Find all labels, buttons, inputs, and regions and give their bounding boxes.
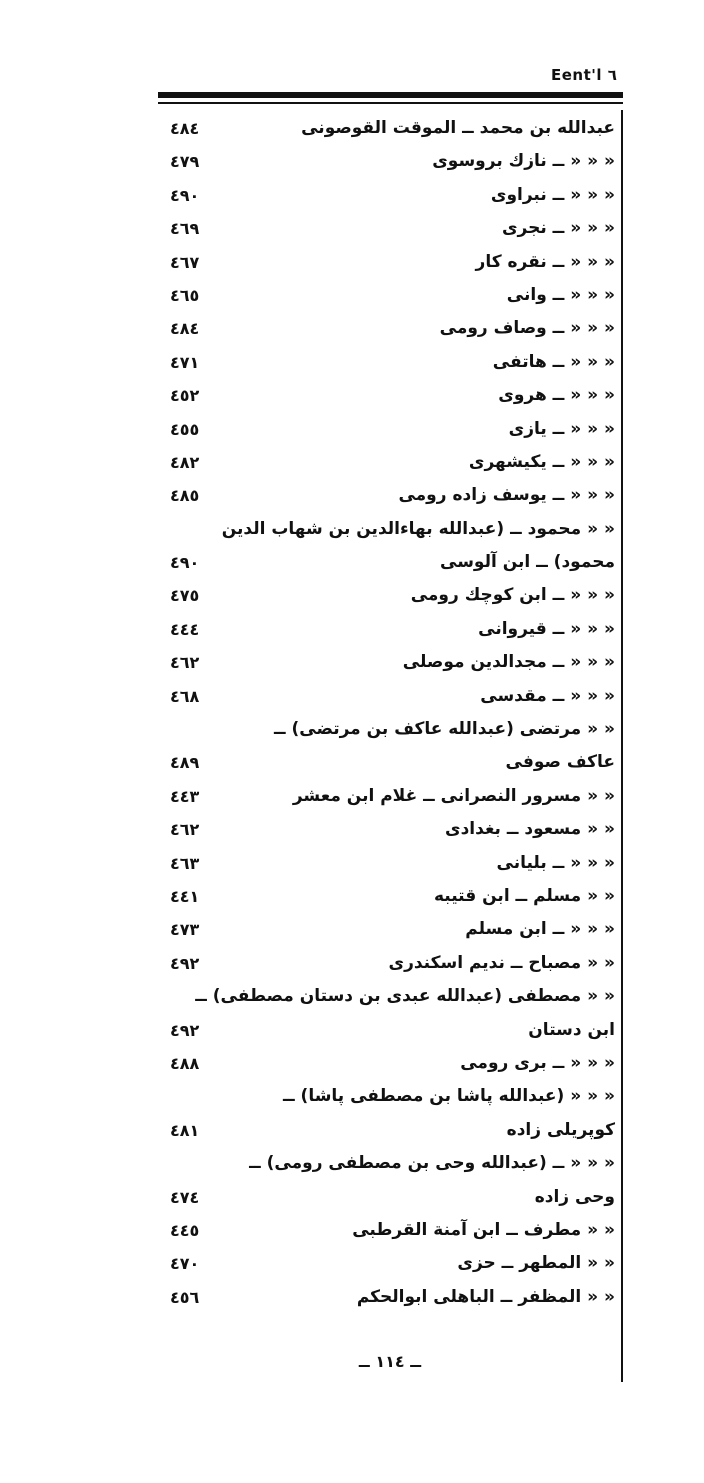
entry-name: « « « ــ يوسف زاده رومى xyxy=(398,485,615,506)
entry-name: « « « ــ بليانى xyxy=(496,852,615,873)
entry-name: « « مسرور النصرانى ــ غلام ابن معشر xyxy=(292,785,615,806)
entry-page-number: ٤٦٨ xyxy=(170,686,200,706)
entry-page-number: ٤٦٩ xyxy=(170,219,200,239)
entry-name: « « « ــ نجرى xyxy=(501,218,615,239)
index-entry xyxy=(160,1147,615,1180)
entry-name: كوپريلى زاده xyxy=(506,1119,615,1140)
entry-name: « « « ــ نبراوى xyxy=(490,184,615,205)
entry-name: « « « ــ برى رومى xyxy=(460,1052,615,1073)
index-list xyxy=(160,112,615,1314)
entry-page-number: ٤٧٣ xyxy=(170,920,200,940)
index-entry xyxy=(160,1047,615,1080)
entry-page-number: ٤٤١ xyxy=(170,886,200,906)
entry-page-number: ٤٤٤ xyxy=(170,619,200,639)
index-entry xyxy=(160,145,615,178)
index-entry xyxy=(160,913,615,946)
entry-page-number: ٤٩٢ xyxy=(170,953,200,973)
entry-page-number: ٤٨٩ xyxy=(170,753,200,773)
running-header: Eent'l ٦ xyxy=(551,66,617,84)
entry-page-number: ٤٤٣ xyxy=(170,786,200,806)
entry-page-number: ٤٤٥ xyxy=(170,1220,200,1240)
index-entry xyxy=(160,813,615,846)
entry-name: عاكف صوفى xyxy=(505,752,615,773)
entry-page-number: ٤٨٢ xyxy=(170,452,200,472)
page-number: ــ ١١٤ ــ xyxy=(358,1352,422,1371)
entry-name: « « محمود ــ (عبدالله بهاءالدين بن شهاب الدين xyxy=(221,518,615,539)
entry-name: « « « ــ (عبدالله وحى بن مصطفى رومى) ــ xyxy=(249,1153,615,1174)
index-entry xyxy=(160,680,615,713)
entry-page-number: ٤٧٩ xyxy=(170,152,200,172)
entry-page-number: ٤٧٠ xyxy=(170,1254,200,1274)
entry-name: « « مرتضى (عبدالله عاكف بن مرتضى) ــ xyxy=(273,719,615,740)
index-entry xyxy=(160,847,615,880)
entry-page-number: ٤٨٥ xyxy=(170,486,200,506)
index-entry xyxy=(160,179,615,212)
entry-name: « « مسلم ــ ابن قتيبه xyxy=(433,885,615,906)
entry-name: ابن دستان xyxy=(528,1019,615,1040)
entry-page-number: ٤٥٥ xyxy=(170,419,200,439)
entry-page-number: ٤٩٠ xyxy=(170,185,200,205)
header-rule-thick xyxy=(158,92,623,98)
entry-name: محمود) ــ ابن آلوسى xyxy=(440,552,615,573)
index-entry xyxy=(160,980,615,1013)
entry-name: « « المظفر ــ الباهلى ابوالحكم xyxy=(356,1286,615,1307)
index-entry xyxy=(160,1281,615,1314)
entry-name: « « « ــ وانى xyxy=(506,284,615,305)
margin-rule xyxy=(621,110,623,1382)
index-entry xyxy=(160,1247,615,1280)
entry-page-number: ٤٦٧ xyxy=(170,252,200,272)
index-entry xyxy=(160,413,615,446)
entry-page-number: ٤٥٦ xyxy=(170,1287,200,1307)
index-entry xyxy=(160,379,615,412)
entry-name: « « « ــ نازك بروسوى xyxy=(432,151,615,172)
entry-name: « « مصباح ــ نديم اسكندرى xyxy=(388,952,615,973)
entry-name: « « « ــ هاتفى xyxy=(492,351,615,372)
entry-page-number: ٤٩٠ xyxy=(170,553,200,573)
entry-page-number: ٤٨٤ xyxy=(170,119,200,138)
index-entry xyxy=(160,1214,615,1247)
entry-page-number: ٤٦٢ xyxy=(170,820,200,840)
index-entry xyxy=(160,479,615,512)
entry-name: « « مصطفى (عبدالله عبدى بن دستان مصطفى) ــ xyxy=(195,986,615,1007)
index-entry xyxy=(160,746,615,779)
entry-page-number: ٤٨٨ xyxy=(170,1053,200,1073)
entry-page-number: ٤٧٤ xyxy=(170,1187,200,1207)
index-entry xyxy=(160,880,615,913)
index-entry xyxy=(160,1114,615,1147)
entry-name: « « « ــ وصاف رومى xyxy=(439,318,615,339)
entry-page-number: ٤٩٢ xyxy=(170,1020,200,1040)
entry-name: « « « ــ هروى xyxy=(498,385,615,406)
entry-name: « « « ــ قيروانى xyxy=(478,618,615,639)
index-entry xyxy=(160,947,615,980)
entry-name: « « « ــ مجدالدين موصلى xyxy=(402,652,615,673)
entry-page-number: ٤٦٢ xyxy=(170,653,200,673)
entry-page-number: ٤٦٥ xyxy=(170,285,200,305)
entry-page-number: ٤٥٢ xyxy=(170,386,200,406)
index-entry xyxy=(160,613,615,646)
entry-name: « « مطرف ــ ابن آمنة القرطبى xyxy=(352,1219,615,1240)
index-entry xyxy=(160,446,615,479)
index-entry xyxy=(160,312,615,345)
index-entry xyxy=(160,513,615,546)
entry-name: « « « ــ ابن كوچك رومى xyxy=(410,585,615,606)
index-entry xyxy=(160,646,615,679)
entry-name: « « « ــ يازى xyxy=(508,418,615,439)
index-entry xyxy=(160,713,615,746)
entry-name: « « « (عبدالله پاشا بن مصطفى پاشا) ــ xyxy=(283,1086,615,1107)
index-entry xyxy=(160,780,615,813)
index-entry xyxy=(160,579,615,612)
entry-page-number: ٤٧١ xyxy=(170,352,200,372)
entry-name: « « « ــ مقدسى xyxy=(480,685,615,706)
entry-page-number: ٤٨١ xyxy=(170,1120,200,1140)
index-entry xyxy=(160,112,615,145)
entry-name: عبدالله بن محمد ــ الموقت القوصونى xyxy=(301,118,615,138)
entry-name: « « المطهر ــ حزى xyxy=(457,1253,615,1274)
index-entry xyxy=(160,1080,615,1113)
index-entry xyxy=(160,212,615,245)
entry-name: « « مسعود ــ بغدادى xyxy=(445,819,615,840)
index-entry xyxy=(160,246,615,279)
entry-page-number: ٤٨٤ xyxy=(170,319,200,339)
index-entry xyxy=(160,1014,615,1047)
entry-page-number: ٤٦٣ xyxy=(170,853,200,873)
index-entry xyxy=(160,279,615,312)
entry-name: وحى زاده xyxy=(534,1186,615,1207)
entry-page-number: ٤٧٥ xyxy=(170,586,200,606)
index-entry xyxy=(160,346,615,379)
index-entry xyxy=(160,1181,615,1214)
header-rule-thin xyxy=(158,102,623,104)
entry-name: « « « ــ ابن مسلم xyxy=(465,919,615,940)
index-entry xyxy=(160,546,615,579)
entry-name: « « « ــ نقره كار xyxy=(475,251,615,272)
entry-name: « « « ــ يكيشهرى xyxy=(468,451,615,472)
